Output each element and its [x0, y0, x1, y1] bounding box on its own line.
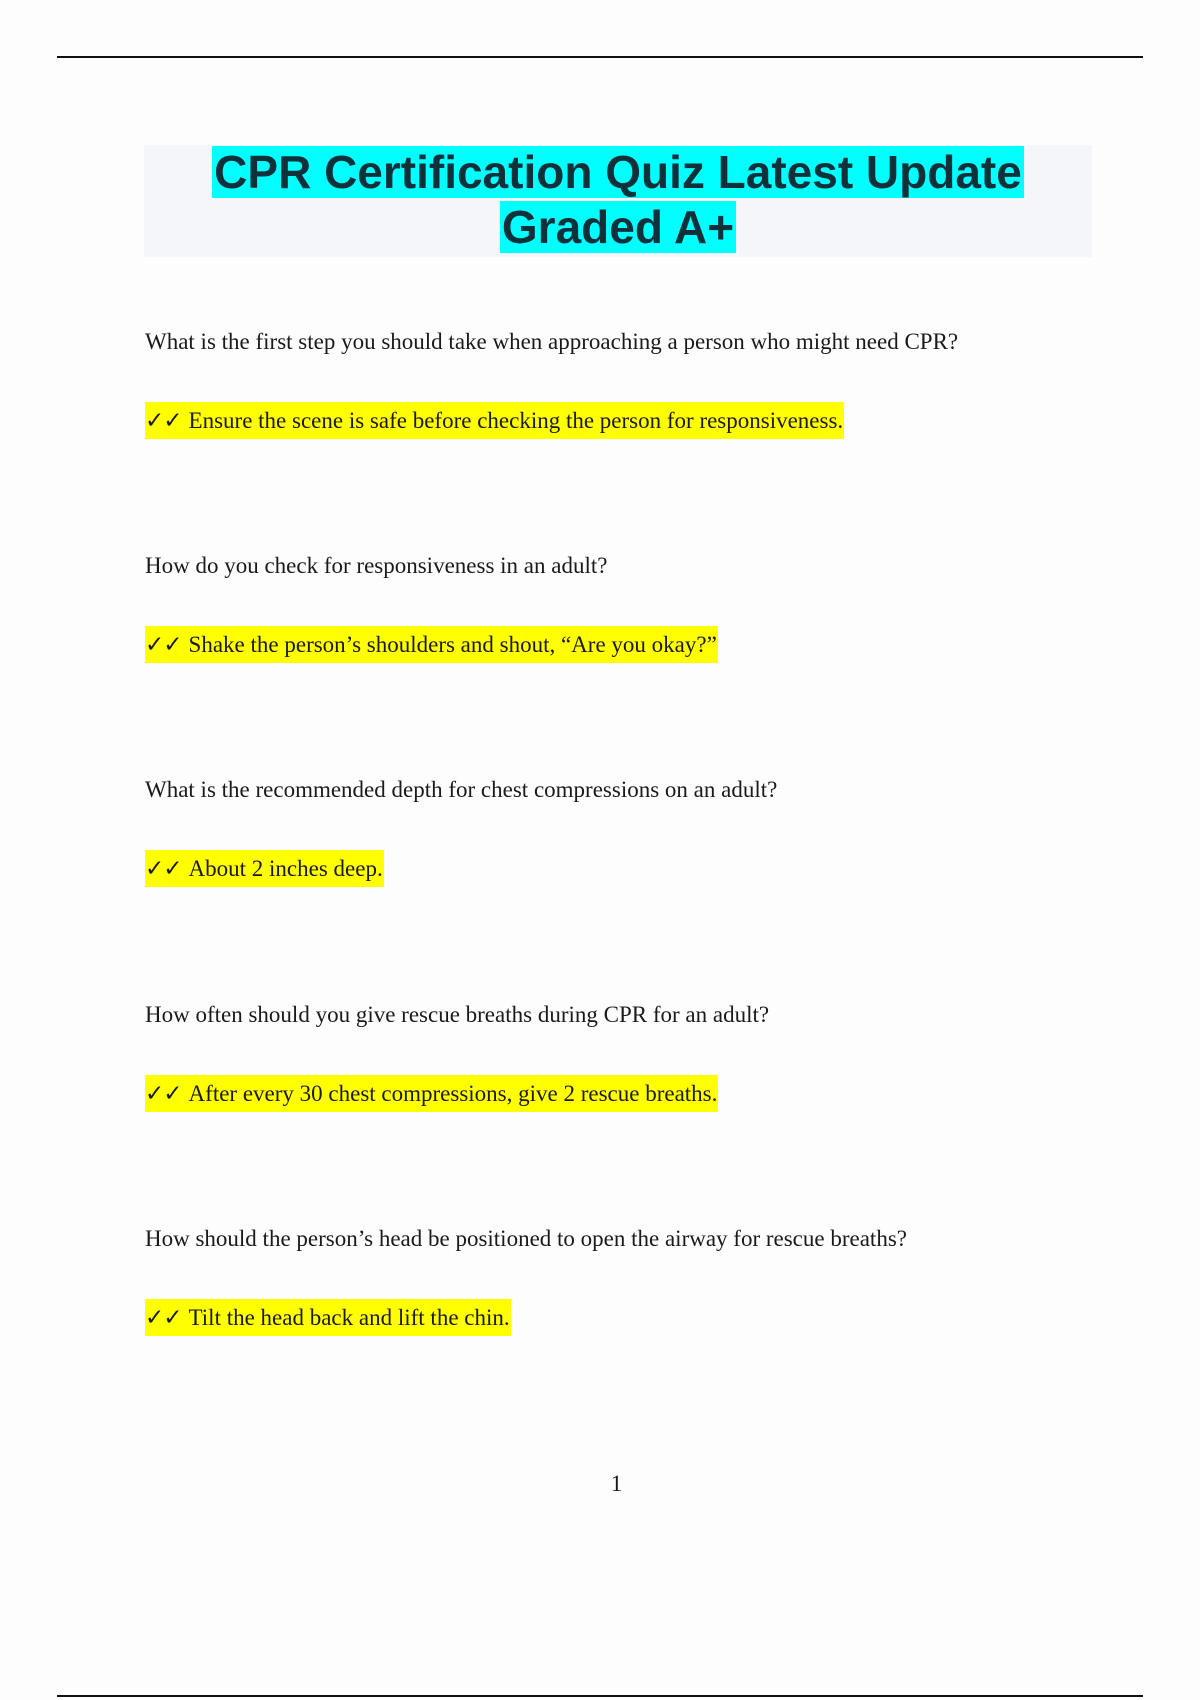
top-rule [57, 56, 1143, 58]
page-number: 1 [610, 1471, 623, 1496]
answer-highlight [145, 1075, 718, 1112]
double-check-icon: ✓✓ [145, 1305, 182, 1331]
question-text: How should the person’s head be positioned to open the airway for rescue breaths? [145, 1226, 907, 1251]
answer-text: After every 30 chest compressions, give 2 rescue breaths. [188, 1081, 718, 1106]
answer-highlight [145, 1299, 511, 1336]
bottom-rule [57, 1695, 1143, 1697]
double-check-icon: ✓✓ [145, 632, 182, 658]
answer-text: Ensure the scene is safe before checking the person for responsiveness. [188, 408, 844, 433]
question-text: How do you check for responsiveness in an adult? [145, 553, 608, 578]
question-text: What is the first step you should take when approaching a person who might need CPR? [145, 329, 959, 354]
answer-highlight [145, 402, 844, 439]
double-check-icon: ✓✓ [145, 856, 182, 882]
answer-text: Tilt the head back and lift the chin. [188, 1305, 510, 1330]
answer-highlight [145, 850, 384, 887]
double-check-icon: ✓✓ [145, 1081, 182, 1107]
question-text: What is the recommended depth for chest compressions on an adult? [145, 777, 778, 802]
double-check-icon: ✓✓ [145, 408, 182, 434]
document-title: CPR Certification Quiz Latest Update Graded A+ [214, 146, 1022, 253]
title-block [144, 145, 1092, 257]
answer-text: Shake the person’s shoulders and shout, “Are you okay?” [188, 632, 717, 657]
answer-highlight [145, 626, 718, 663]
answer-text: About 2 inches deep. [188, 856, 383, 881]
question-text: How often should you give rescue breaths during CPR for an adult? [145, 1002, 770, 1027]
